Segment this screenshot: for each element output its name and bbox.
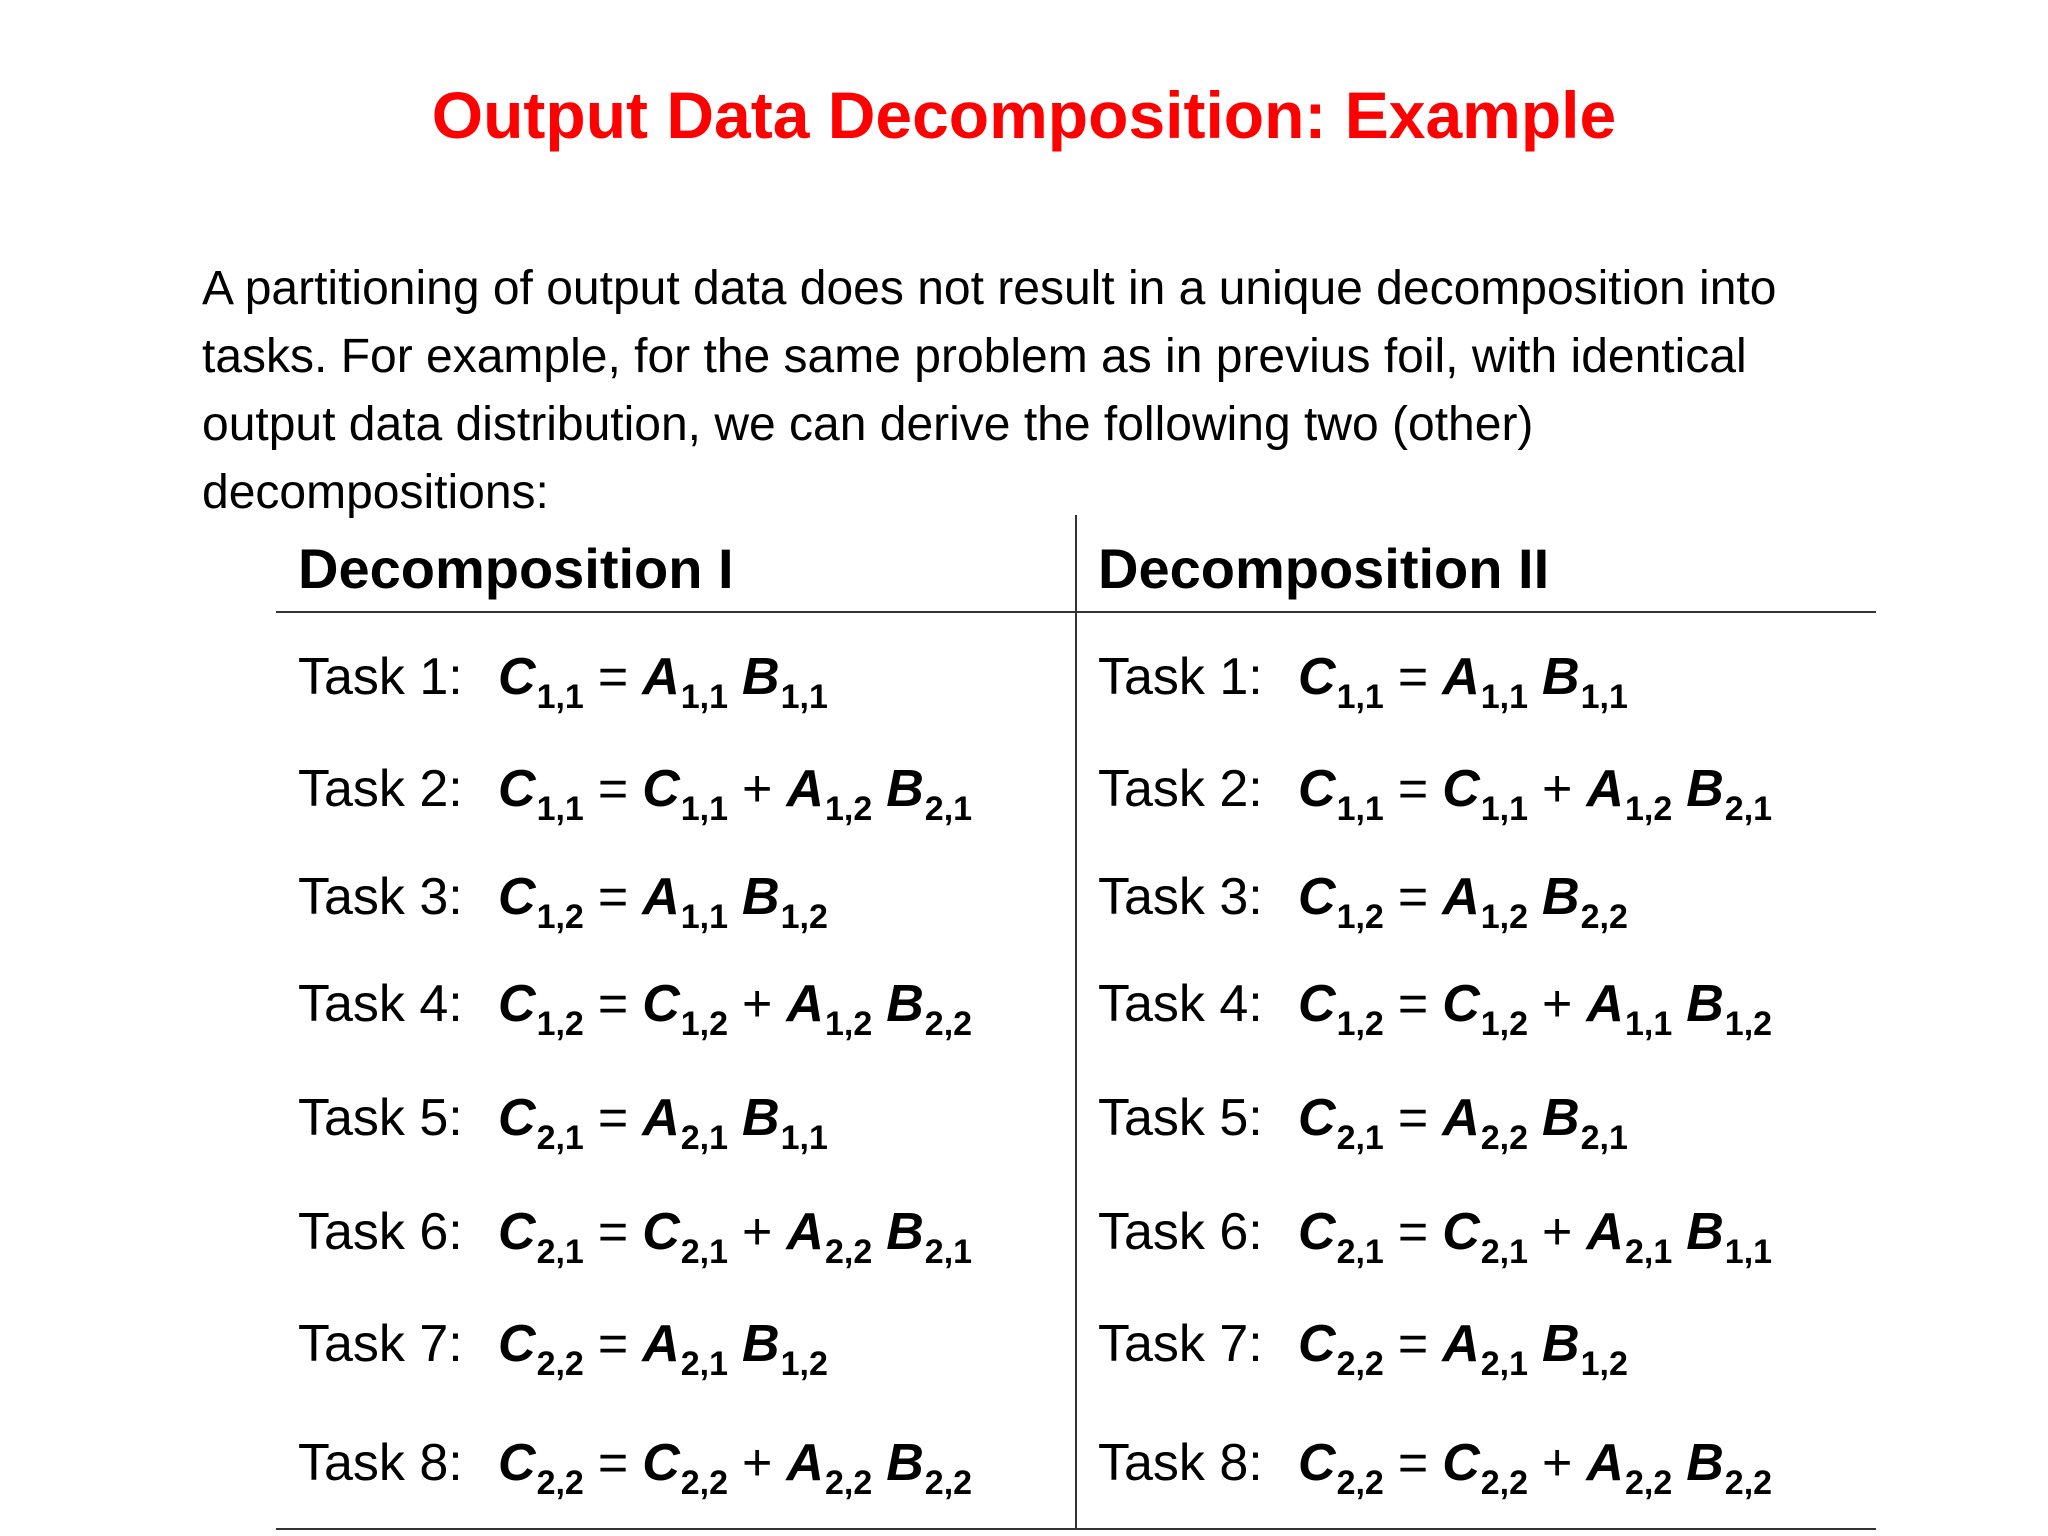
b-block-symbol-subscript: 2,1 [924, 790, 973, 828]
plus-sign: + [1542, 1203, 1573, 1261]
lhs-symbol-letter: C [1298, 868, 1336, 926]
b-block-symbol-letter: B [886, 1434, 924, 1492]
lhs-symbol-letter: C [1298, 648, 1336, 706]
a-block-symbol-letter: A [1586, 760, 1624, 818]
lhs-symbol-letter: C [1298, 975, 1336, 1033]
lhs-symbol [1298, 1434, 1384, 1502]
a-block-symbol-subscript: 2,1 [1480, 1345, 1529, 1383]
a-block-symbol-subscript: 1,2 [1624, 790, 1673, 828]
task-label: Task 2: [298, 760, 463, 818]
accumulator-symbol-subscript: 2,2 [680, 1464, 729, 1502]
equals-sign: = [1397, 1089, 1429, 1147]
a-block-symbol [786, 1203, 873, 1271]
equals-sign: = [597, 1434, 629, 1492]
a-block-symbol [1586, 975, 1673, 1043]
lhs-symbol-letter: C [498, 760, 536, 818]
b-block-symbol-letter: B [742, 1089, 780, 1147]
b-block-symbol [1542, 648, 1628, 716]
b-block-symbol-subscript: 2,2 [924, 1464, 973, 1502]
b-block-symbol-subscript: 2,1 [1724, 790, 1773, 828]
accumulator-symbol-subscript: 2,1 [1480, 1233, 1529, 1271]
a-block-symbol-subscript: 2,2 [1624, 1464, 1673, 1502]
lhs-symbol-subscript: 2,2 [536, 1464, 584, 1502]
a-block-symbol-letter: A [786, 1434, 824, 1492]
plus-sign: + [742, 975, 773, 1033]
lhs-symbol-subscript: 2,1 [1336, 1119, 1384, 1157]
task-label: Task 7: [1098, 1315, 1263, 1373]
b-block-symbol [1686, 1434, 1773, 1502]
task-row [298, 1078, 828, 1158]
task-row [298, 637, 828, 717]
accumulator-symbol [642, 760, 729, 828]
intro-line: output data distribution, we can derive the following two (other) [202, 398, 1534, 451]
a-block-symbol-letter: A [1442, 868, 1480, 926]
b-block-symbol [886, 1434, 973, 1502]
decomposition-table [276, 515, 1876, 1530]
b-block-symbol [1686, 1203, 1773, 1271]
task-label: Task 4: [1098, 975, 1263, 1033]
lhs-symbol-letter: C [498, 648, 536, 706]
b-block-symbol [886, 1203, 973, 1271]
lhs-symbol-subscript: 1,1 [536, 790, 584, 828]
plus-sign: + [742, 760, 773, 818]
intro-line: A partitioning of output data does not result in a unique decomposition into [202, 262, 1777, 315]
task-label: Task 3: [1098, 868, 1263, 926]
a-block-symbol [642, 1315, 729, 1383]
accumulator-symbol [1442, 1434, 1529, 1502]
a-block-symbol-subscript: 1,1 [680, 678, 729, 716]
accumulator-symbol-subscript: 1,2 [1480, 1005, 1529, 1043]
a-block-symbol-subscript: 1,2 [1480, 898, 1529, 936]
equals-sign: = [597, 1203, 629, 1261]
column-divider [1075, 515, 1077, 1530]
b-block-symbol-letter: B [886, 760, 924, 818]
column-header-decomposition-1: Decomposition I [298, 537, 734, 600]
lhs-symbol-subscript: 2,2 [1336, 1345, 1384, 1383]
a-block-symbol-subscript: 2,1 [680, 1119, 729, 1157]
intro-line: tasks. For example, for the same problem as in previus foil, with identical [202, 330, 1747, 383]
accumulator-symbol-subscript: 1,2 [680, 1005, 729, 1043]
a-block-symbol-subscript: 1,2 [824, 1005, 873, 1043]
task-row [298, 1192, 972, 1272]
a-block-symbol [642, 1089, 729, 1157]
b-block-symbol-subscript: 1,2 [1724, 1005, 1773, 1043]
lhs-symbol-letter: C [498, 1315, 536, 1373]
accumulator-symbol-letter: C [1442, 760, 1480, 818]
accumulator-symbol [642, 975, 729, 1043]
task-row [1098, 1423, 1772, 1503]
lhs-symbol [1298, 1315, 1384, 1383]
a-block-symbol-letter: A [642, 868, 680, 926]
b-block-symbol-letter: B [886, 975, 924, 1033]
b-block-symbol [742, 1315, 828, 1383]
a-block-symbol [786, 760, 873, 828]
lhs-symbol [498, 975, 584, 1043]
a-block-symbol [1442, 1089, 1529, 1157]
accumulator-symbol [642, 1434, 729, 1502]
accumulator-symbol-letter: C [642, 760, 680, 818]
a-block-symbol-subscript: 2,2 [824, 1464, 873, 1502]
task-row [1098, 637, 1628, 717]
task-label: Task 7: [298, 1315, 463, 1373]
task-label: Task 5: [298, 1089, 463, 1147]
task-row [1098, 1078, 1628, 1158]
lhs-symbol [1298, 760, 1384, 828]
accumulator-symbol-letter: C [642, 1434, 680, 1492]
b-block-symbol-letter: B [886, 1203, 924, 1261]
lhs-symbol-letter: C [1298, 1434, 1336, 1492]
accumulator-symbol-letter: C [1442, 1434, 1480, 1492]
equals-sign: = [597, 1315, 629, 1373]
b-block-symbol-letter: B [1686, 1434, 1724, 1492]
equals-sign: = [1397, 648, 1429, 706]
lhs-symbol [1298, 868, 1384, 936]
task-label: Task 6: [1098, 1203, 1263, 1261]
task-label: Task 6: [298, 1203, 463, 1261]
a-block-symbol [1586, 760, 1673, 828]
equals-sign: = [597, 760, 629, 818]
b-block-symbol-subscript: 1,1 [1580, 678, 1628, 716]
task-row [1098, 964, 1772, 1044]
b-block-symbol-letter: B [742, 648, 780, 706]
task-label: Task 8: [298, 1434, 463, 1492]
b-block-symbol [742, 1089, 828, 1157]
plus-sign: + [742, 1203, 773, 1261]
a-block-symbol [1586, 1203, 1673, 1271]
accumulator-symbol [1442, 1203, 1529, 1271]
bottom-rule [276, 1528, 1876, 1530]
b-block-symbol-letter: B [742, 868, 780, 926]
b-block-symbol-subscript: 1,1 [780, 1119, 828, 1157]
task-label: Task 8: [1098, 1434, 1263, 1492]
b-block-symbol-subscript: 1,1 [1724, 1233, 1773, 1271]
a-block-symbol-letter: A [1442, 1089, 1480, 1147]
task-row [298, 1423, 972, 1503]
equals-sign: = [1397, 1315, 1429, 1373]
b-block-symbol [1542, 1089, 1628, 1157]
b-block-symbol-letter: B [1542, 1315, 1580, 1373]
lhs-symbol-subscript: 1,2 [536, 1005, 584, 1043]
a-block-symbol [1442, 868, 1529, 936]
task-label: Task 3: [298, 868, 463, 926]
a-block-symbol [642, 868, 729, 936]
task-label: Task 4: [298, 975, 463, 1033]
a-block-symbol-subscript: 2,2 [824, 1233, 873, 1271]
b-block-symbol-letter: B [1542, 868, 1580, 926]
b-block-symbol-subscript: 1,2 [780, 1345, 828, 1383]
b-block-symbol [886, 975, 973, 1043]
lhs-symbol-subscript: 2,2 [536, 1345, 584, 1383]
b-block-symbol-letter: B [742, 1315, 780, 1373]
lhs-symbol-subscript: 1,1 [536, 678, 584, 716]
a-block-symbol-letter: A [1586, 975, 1624, 1033]
lhs-symbol-subscript: 1,1 [1336, 790, 1384, 828]
plus-sign: + [1542, 975, 1573, 1033]
a-block-symbol-subscript: 1,2 [824, 790, 873, 828]
plus-sign: + [742, 1434, 773, 1492]
b-block-symbol-subscript: 2,1 [924, 1233, 973, 1271]
lhs-symbol [498, 1089, 584, 1157]
a-block-symbol-letter: A [642, 648, 680, 706]
plus-sign: + [1542, 760, 1573, 818]
accumulator-symbol-letter: C [1442, 975, 1480, 1033]
b-block-symbol [886, 760, 973, 828]
lhs-symbol [1298, 1089, 1384, 1157]
lhs-symbol-subscript: 2,2 [1336, 1464, 1384, 1502]
task-row [298, 857, 828, 937]
lhs-symbol [1298, 648, 1384, 716]
lhs-symbol-letter: C [1298, 1089, 1336, 1147]
accumulator-symbol-subscript: 2,2 [1480, 1464, 1529, 1502]
lhs-symbol [498, 1203, 584, 1271]
a-block-symbol-letter: A [642, 1315, 680, 1373]
b-block-symbol-subscript: 1,2 [780, 898, 828, 936]
b-block-symbol-subscript: 1,1 [780, 678, 828, 716]
column-header-decomposition-2: Decomposition II [1098, 537, 1550, 600]
equals-sign: = [1397, 760, 1429, 818]
lhs-symbol [498, 868, 584, 936]
equals-sign: = [1397, 868, 1429, 926]
lhs-symbol [498, 1434, 584, 1502]
a-block-symbol [786, 1434, 873, 1502]
task-label: Task 2: [1098, 760, 1263, 818]
a-block-symbol [786, 975, 873, 1043]
b-block-symbol-subscript: 2,1 [1580, 1119, 1628, 1157]
lhs-symbol-subscript: 1,2 [1336, 898, 1384, 936]
b-block-symbol-subscript: 2,2 [924, 1005, 973, 1043]
accumulator-symbol-letter: C [1442, 1203, 1480, 1261]
accumulator-symbol-letter: C [642, 1203, 680, 1261]
b-block-symbol [1686, 975, 1773, 1043]
equals-sign: = [1397, 975, 1429, 1033]
equals-sign: = [597, 868, 629, 926]
a-block-symbol [1442, 1315, 1529, 1383]
b-block-symbol [1686, 760, 1773, 828]
accumulator-symbol [1442, 975, 1529, 1043]
a-block-symbol-subscript: 1,1 [1624, 1005, 1673, 1043]
task-label: Task 1: [298, 648, 463, 706]
intro-paragraph [202, 255, 1922, 527]
a-block-symbol-letter: A [1586, 1434, 1624, 1492]
equals-sign: = [1397, 1434, 1429, 1492]
lhs-symbol [1298, 975, 1384, 1043]
task-row [1098, 857, 1628, 937]
equals-sign: = [1397, 1203, 1429, 1261]
accumulator-symbol [1442, 760, 1529, 828]
b-block-symbol-letter: B [1542, 648, 1580, 706]
a-block-symbol-letter: A [1442, 648, 1480, 706]
b-block-symbol-subscript: 2,2 [1724, 1464, 1773, 1502]
task-row [298, 749, 972, 829]
lhs-symbol-letter: C [1298, 1203, 1336, 1261]
a-block-symbol-letter: A [786, 1203, 824, 1261]
equals-sign: = [597, 1089, 629, 1147]
b-block-symbol-subscript: 1,2 [1580, 1345, 1628, 1383]
a-block-symbol-subscript: 2,2 [1480, 1119, 1529, 1157]
b-block-symbol-letter: B [1542, 1089, 1580, 1147]
lhs-symbol-letter: C [498, 975, 536, 1033]
a-block-symbol-subscript: 1,1 [1480, 678, 1529, 716]
lhs-symbol [498, 648, 584, 716]
equals-sign: = [597, 975, 629, 1033]
b-block-symbol [742, 868, 828, 936]
a-block-symbol [1442, 648, 1529, 716]
accumulator-symbol-letter: C [642, 975, 680, 1033]
a-block-symbol-letter: A [1586, 1203, 1624, 1261]
header-rule [276, 611, 1876, 613]
a-block-symbol-letter: A [1442, 1315, 1480, 1373]
b-block-symbol [742, 648, 828, 716]
intro-line: decompositions: [202, 466, 549, 519]
slide-title: Output Data Decomposition: Example [431, 78, 1617, 152]
accumulator-symbol-subscript: 1,1 [1480, 790, 1529, 828]
plus-sign: + [1542, 1434, 1573, 1492]
a-block-symbol [642, 648, 729, 716]
task-row [1098, 749, 1772, 829]
lhs-symbol-subscript: 1,1 [1336, 678, 1384, 716]
lhs-symbol-letter: C [498, 1203, 536, 1261]
lhs-symbol-subscript: 2,1 [536, 1119, 584, 1157]
a-block-symbol-letter: A [642, 1089, 680, 1147]
b-block-symbol-letter: B [1686, 760, 1724, 818]
b-block-symbol-letter: B [1686, 975, 1724, 1033]
b-block-symbol [1542, 868, 1628, 936]
lhs-symbol [1298, 1203, 1384, 1271]
lhs-symbol-subscript: 2,1 [1336, 1233, 1384, 1271]
lhs-symbol-subscript: 1,2 [1336, 1005, 1384, 1043]
b-block-symbol [1542, 1315, 1628, 1383]
a-block-symbol-letter: A [786, 760, 824, 818]
task-label: Task 1: [1098, 648, 1263, 706]
lhs-symbol-subscript: 1,2 [536, 898, 584, 936]
task-row [298, 964, 972, 1044]
lhs-symbol-letter: C [1298, 1315, 1336, 1373]
a-block-symbol-subscript: 2,1 [680, 1345, 729, 1383]
task-label: Task 5: [1098, 1089, 1263, 1147]
a-block-symbol-subscript: 2,1 [1624, 1233, 1673, 1271]
accumulator-symbol-subscript: 2,1 [680, 1233, 729, 1271]
accumulator-symbol [642, 1203, 729, 1271]
lhs-symbol [498, 1315, 584, 1383]
b-block-symbol-letter: B [1686, 1203, 1724, 1261]
a-block-symbol [1586, 1434, 1673, 1502]
lhs-symbol-subscript: 2,1 [536, 1233, 584, 1271]
equals-sign: = [597, 648, 629, 706]
b-block-symbol-subscript: 2,2 [1580, 898, 1628, 936]
task-row [1098, 1192, 1772, 1272]
lhs-symbol [498, 760, 584, 828]
lhs-symbol-letter: C [498, 1434, 536, 1492]
lhs-symbol-letter: C [1298, 760, 1336, 818]
a-block-symbol-letter: A [786, 975, 824, 1033]
lhs-symbol-letter: C [498, 1089, 536, 1147]
task-row [1098, 1304, 1628, 1384]
lhs-symbol-letter: C [498, 868, 536, 926]
accumulator-symbol-subscript: 1,1 [680, 790, 729, 828]
task-row [298, 1304, 828, 1384]
a-block-symbol-subscript: 1,1 [680, 898, 729, 936]
